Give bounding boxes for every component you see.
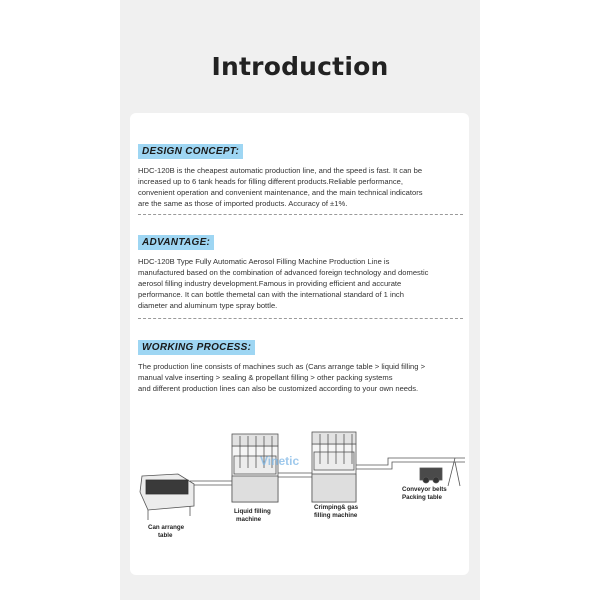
label-line: Packing table (402, 494, 442, 501)
text-line: diameter and aluminum type spray bottle. (138, 301, 278, 310)
text-line: manufactured based on the combination of advanced foreign technology and domestic (138, 268, 429, 277)
label-line: table (158, 532, 173, 539)
working-process-heading: WORKING PROCESS: (138, 340, 255, 355)
text-line: are the same as those of imported products. Accuracy of ±1%. (138, 199, 348, 208)
crimping-label (314, 504, 358, 520)
production-line-diagram (130, 428, 469, 568)
label-line: Can arrange (148, 524, 185, 531)
watermark-text: Vinetic (260, 454, 300, 468)
text-line: The production line consists of machines such as (Cans arrange table > liquid filling > (138, 362, 426, 371)
working-process-text (138, 361, 463, 394)
advantage-text (138, 256, 463, 311)
advantage-heading: ADVANTAGE: (138, 235, 214, 250)
design-concept-text (138, 165, 463, 209)
content-card (130, 113, 469, 575)
label-line: Crimping& gas (314, 504, 359, 511)
can-arrange-label (148, 524, 184, 540)
label-line: Conveyor belts (402, 486, 447, 493)
section-divider (138, 214, 463, 215)
text-line: performance. It can bottle themetal can with the international standard of 1 inch (138, 290, 404, 299)
text-line: convenient operation and convenient maintenance, and the main technical indicators (138, 188, 423, 197)
section-divider (138, 318, 463, 319)
design-concept-heading: DESIGN CONCEPT: (138, 144, 243, 159)
page-title: Introduction (211, 52, 389, 81)
label-line: Liquid filling (234, 508, 271, 515)
text-line: manual valve inserting > sealing & propellant filling > other packing systems (138, 373, 393, 382)
advantage-section (138, 232, 463, 311)
text-line: HDC-120B is the cheapest automatic production line, and the speed is fast. It can be (138, 166, 423, 175)
working-process-section (138, 337, 463, 394)
text-line: aerosol filling industry development.Famous in providing efficient and accurate (138, 279, 402, 288)
design-concept-section (138, 141, 463, 209)
conveyor-label (402, 486, 447, 502)
label-line: machine (236, 516, 262, 523)
text-line: and different production lines can also be customized according to your own needs. (138, 384, 419, 393)
text-line: increased up to 6 tank heads for filling different products.Reliable performance, (138, 177, 403, 186)
label-line: filling machine (314, 512, 358, 519)
liquid-filling-label (234, 508, 271, 524)
text-line: HDC-120B Type Fully Automatic Aerosol Filling Machine Production Line is (138, 257, 390, 266)
